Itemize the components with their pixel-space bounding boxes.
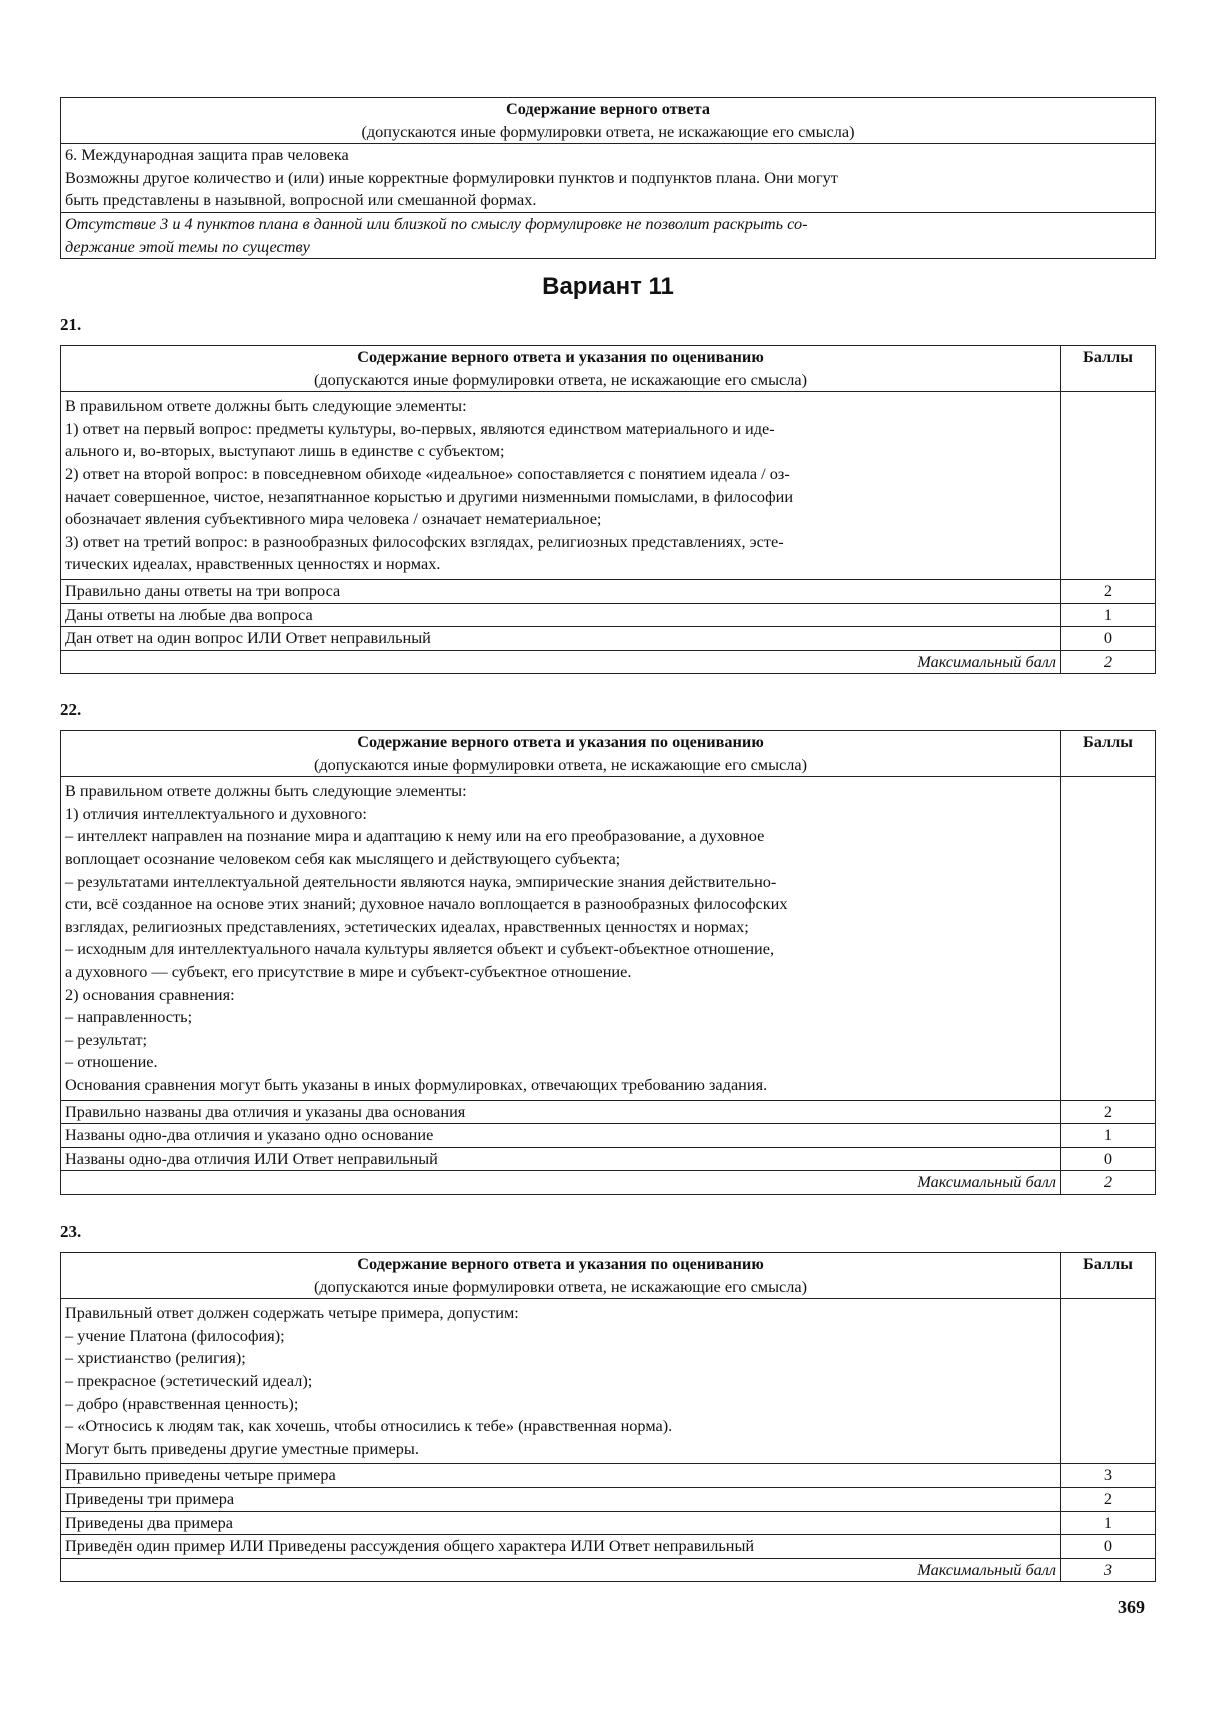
content-line: воплощает осознание человеком себя как мыслящего и действующего субъекта; <box>65 848 621 868</box>
content-line: – направленность; <box>65 1007 193 1027</box>
content-line: – результатами интеллектуальной деятельности являются наука, эмпирические знания действительно- <box>65 871 777 891</box>
header-title: Содержание верного ответа и указания по оцениванию <box>357 732 764 751</box>
header-subtitle: (допускаются иные формулировки ответа, не искажающие его смысла) <box>313 754 808 774</box>
criteria-row <box>61 1147 1156 1171</box>
plan-item-6: 6. Международная защита прав человека <box>65 145 349 165</box>
header-subtitle: (допускаются иные формулировки ответа, не искажающие его смысла) <box>313 1276 808 1296</box>
content-line: – отношение. <box>65 1052 158 1072</box>
content-line: 2) ответ на второй вопрос: в повседневном обиходе «идеальное» сопоставляется с понятием идеала / оз- <box>65 463 790 483</box>
criteria-row <box>61 579 1156 603</box>
points-empty <box>1061 392 1156 580</box>
content-line: сти, всё созданное на основе этих знаний; духовное начало воплощается в разнообразных философских <box>65 894 788 914</box>
criteria-score: 2 <box>1061 1487 1156 1511</box>
content-line: – учение Платона (философия); <box>65 1325 285 1345</box>
points-empty <box>1061 777 1156 1100</box>
criteria-text: Приведены два примера <box>61 1511 1061 1535</box>
content-line: – христианство (религия); <box>65 1348 246 1368</box>
content-line: начает совершенное, чистое, незапятнанное корыстью и другими низменными помыслами, в философии <box>65 486 794 506</box>
points-header: Баллы <box>1061 346 1156 392</box>
answer-table-23 <box>60 1252 1156 1582</box>
answer-table-header <box>61 731 1061 777</box>
answer-content <box>61 777 1061 1100</box>
plan-table <box>60 97 1156 259</box>
criteria-text: Правильно приведены четыре примера <box>61 1464 1061 1488</box>
header-subtitle: (допускаются иные формулировки ответа, не искажающие его смысла) <box>313 369 808 389</box>
max-score-value: 2 <box>1061 1171 1156 1195</box>
content-line: – «Относись к людям так, как хочешь, чтобы относились к тебе» (нравственная норма). <box>65 1416 673 1436</box>
content-line: Основания сравнения могут быть указаны в иных формулировках, отвечающих требованию задания. <box>65 1074 768 1094</box>
criteria-row <box>61 1464 1156 1488</box>
criteria-score: 2 <box>1061 1100 1156 1124</box>
points-header: Баллы <box>1061 1253 1156 1299</box>
answer-table-header <box>61 1253 1061 1299</box>
criteria-text: Приведён один пример ИЛИ Приведены рассуждения общего характера ИЛИ Ответ неправильный <box>61 1535 1061 1559</box>
answer-content <box>61 392 1061 580</box>
criteria-text: Названы одно-два отличия и указано одно основание <box>61 1124 1061 1148</box>
criteria-text: Названы одно-два отличия ИЛИ Ответ неправильный <box>61 1147 1061 1171</box>
max-score-row <box>61 650 1156 674</box>
criteria-row <box>61 1487 1156 1511</box>
criteria-score: 1 <box>1061 1124 1156 1148</box>
criteria-row <box>61 1511 1156 1535</box>
criteria-text: Правильно даны ответы на три вопроса <box>61 579 1061 603</box>
plan-header-title: Содержание верного ответа <box>505 99 711 118</box>
content-line: обозначает явления субъективного мира человека / означает нематериальное; <box>65 509 602 529</box>
content-line: Могут быть приведены другие уместные примеры. <box>65 1438 419 1458</box>
content-line: В правильном ответе должны быть следующие элементы: <box>65 396 467 416</box>
criteria-score: 1 <box>1061 1511 1156 1535</box>
criteria-text: Дан ответ на один вопрос ИЛИ Ответ неправильный <box>61 627 1061 651</box>
criteria-row <box>61 1124 1156 1148</box>
content-line: взглядах, религиозных представлениях, эстетических идеалах, нравственных ценностях и нормах; <box>65 916 749 936</box>
criteria-row <box>61 1535 1156 1559</box>
plan-note-line: Возможны другое количество и (или) иные корректные формулировки пунктов и подпунктов плана. Они могут <box>65 167 838 187</box>
content-line: – исходным для интеллектуального начала культуры является объект и субъект-объектное отношение, <box>65 939 775 959</box>
criteria-score: 3 <box>1061 1464 1156 1488</box>
plan-remark-line: держание этой темы по существу <box>65 236 310 256</box>
content-line: 1) отличия интеллектуального и духовного: <box>65 803 367 823</box>
content-line: – результат; <box>65 1029 147 1049</box>
content-line: 2) основания сравнения: <box>65 984 235 1004</box>
content-line: 1) ответ на первый вопрос: предметы культуры, во-первых, являются единством материального и иде- <box>65 418 775 438</box>
points-header: Баллы <box>1061 731 1156 777</box>
plan-header-subtitle: (допускаются иные формулировки ответа, не искажающие его смысла) <box>361 121 855 141</box>
header-title: Содержание верного ответа и указания по оцениванию <box>357 347 764 366</box>
content-line: а духовного — субъект, его присутствие в мире и субъект-субъектное отношение. <box>65 961 632 981</box>
criteria-score: 0 <box>1061 1535 1156 1559</box>
answer-table-21 <box>60 345 1156 674</box>
header-title: Содержание верного ответа и указания по оцениванию <box>357 1254 764 1273</box>
max-score-value: 2 <box>1061 650 1156 674</box>
plan-table-body <box>61 144 1156 213</box>
content-line: ального и, во-вторых, выступают лишь в единстве с субъектом; <box>65 441 505 461</box>
plan-remark-line: Отсутствие 3 и 4 пунктов плана в данной или близкой по смыслу формулировке не позволит раскрыть со- <box>65 213 808 233</box>
max-score-row <box>61 1558 1156 1582</box>
content-line: В правильном ответе должны быть следующие элементы: <box>65 781 467 801</box>
criteria-row <box>61 627 1156 651</box>
max-score-label: Максимальный балл <box>61 1558 1061 1582</box>
criteria-score: 0 <box>1061 1147 1156 1171</box>
content-line: Правильный ответ должен содержать четыре примера, допустим: <box>65 1303 519 1323</box>
criteria-text: Даны ответы на любые два вопроса <box>61 603 1061 627</box>
question-number-23: 23. <box>60 1222 82 1241</box>
max-score-label: Максимальный балл <box>61 1171 1061 1195</box>
page-number: 369 <box>1118 1597 1145 1617</box>
criteria-text: Приведены три примера <box>61 1487 1061 1511</box>
plan-note-line: быть представлены в назывной, вопросной или смешанной формах. <box>65 190 537 210</box>
criteria-row <box>61 603 1156 627</box>
content-line: – добро (нравственная ценность); <box>65 1393 299 1413</box>
content-line: – прекрасное (эстетический идеал); <box>65 1370 313 1390</box>
question-number-22: 22. <box>60 700 82 719</box>
criteria-text: Правильно названы два отличия и указаны два основания <box>61 1100 1061 1124</box>
max-score-label: Максимальный балл <box>61 650 1061 674</box>
question-number-21: 21. <box>60 315 82 334</box>
max-score-row <box>61 1171 1156 1195</box>
points-empty <box>1061 1299 1156 1464</box>
content-line: тических идеалах, нравственных ценностях и нормах. <box>65 554 441 574</box>
plan-table-header <box>61 98 1156 144</box>
criteria-score: 2 <box>1061 579 1156 603</box>
content-line: – интеллект направлен на познание мира и адаптацию к нему или на его преобразование, а духовное <box>65 826 765 846</box>
plan-table-remark <box>61 212 1156 258</box>
criteria-row <box>61 1100 1156 1124</box>
variant-title: Вариант 11 <box>542 273 674 300</box>
content-line: 3) ответ на третий вопрос: в разнообразных философских взглядах, религиозных представлениях, эсте- <box>65 531 784 551</box>
answer-table-22 <box>60 730 1156 1195</box>
criteria-score: 1 <box>1061 603 1156 627</box>
max-score-value: 3 <box>1061 1558 1156 1582</box>
answer-table-header <box>61 346 1061 392</box>
answer-content <box>61 1299 1061 1464</box>
criteria-score: 0 <box>1061 627 1156 651</box>
